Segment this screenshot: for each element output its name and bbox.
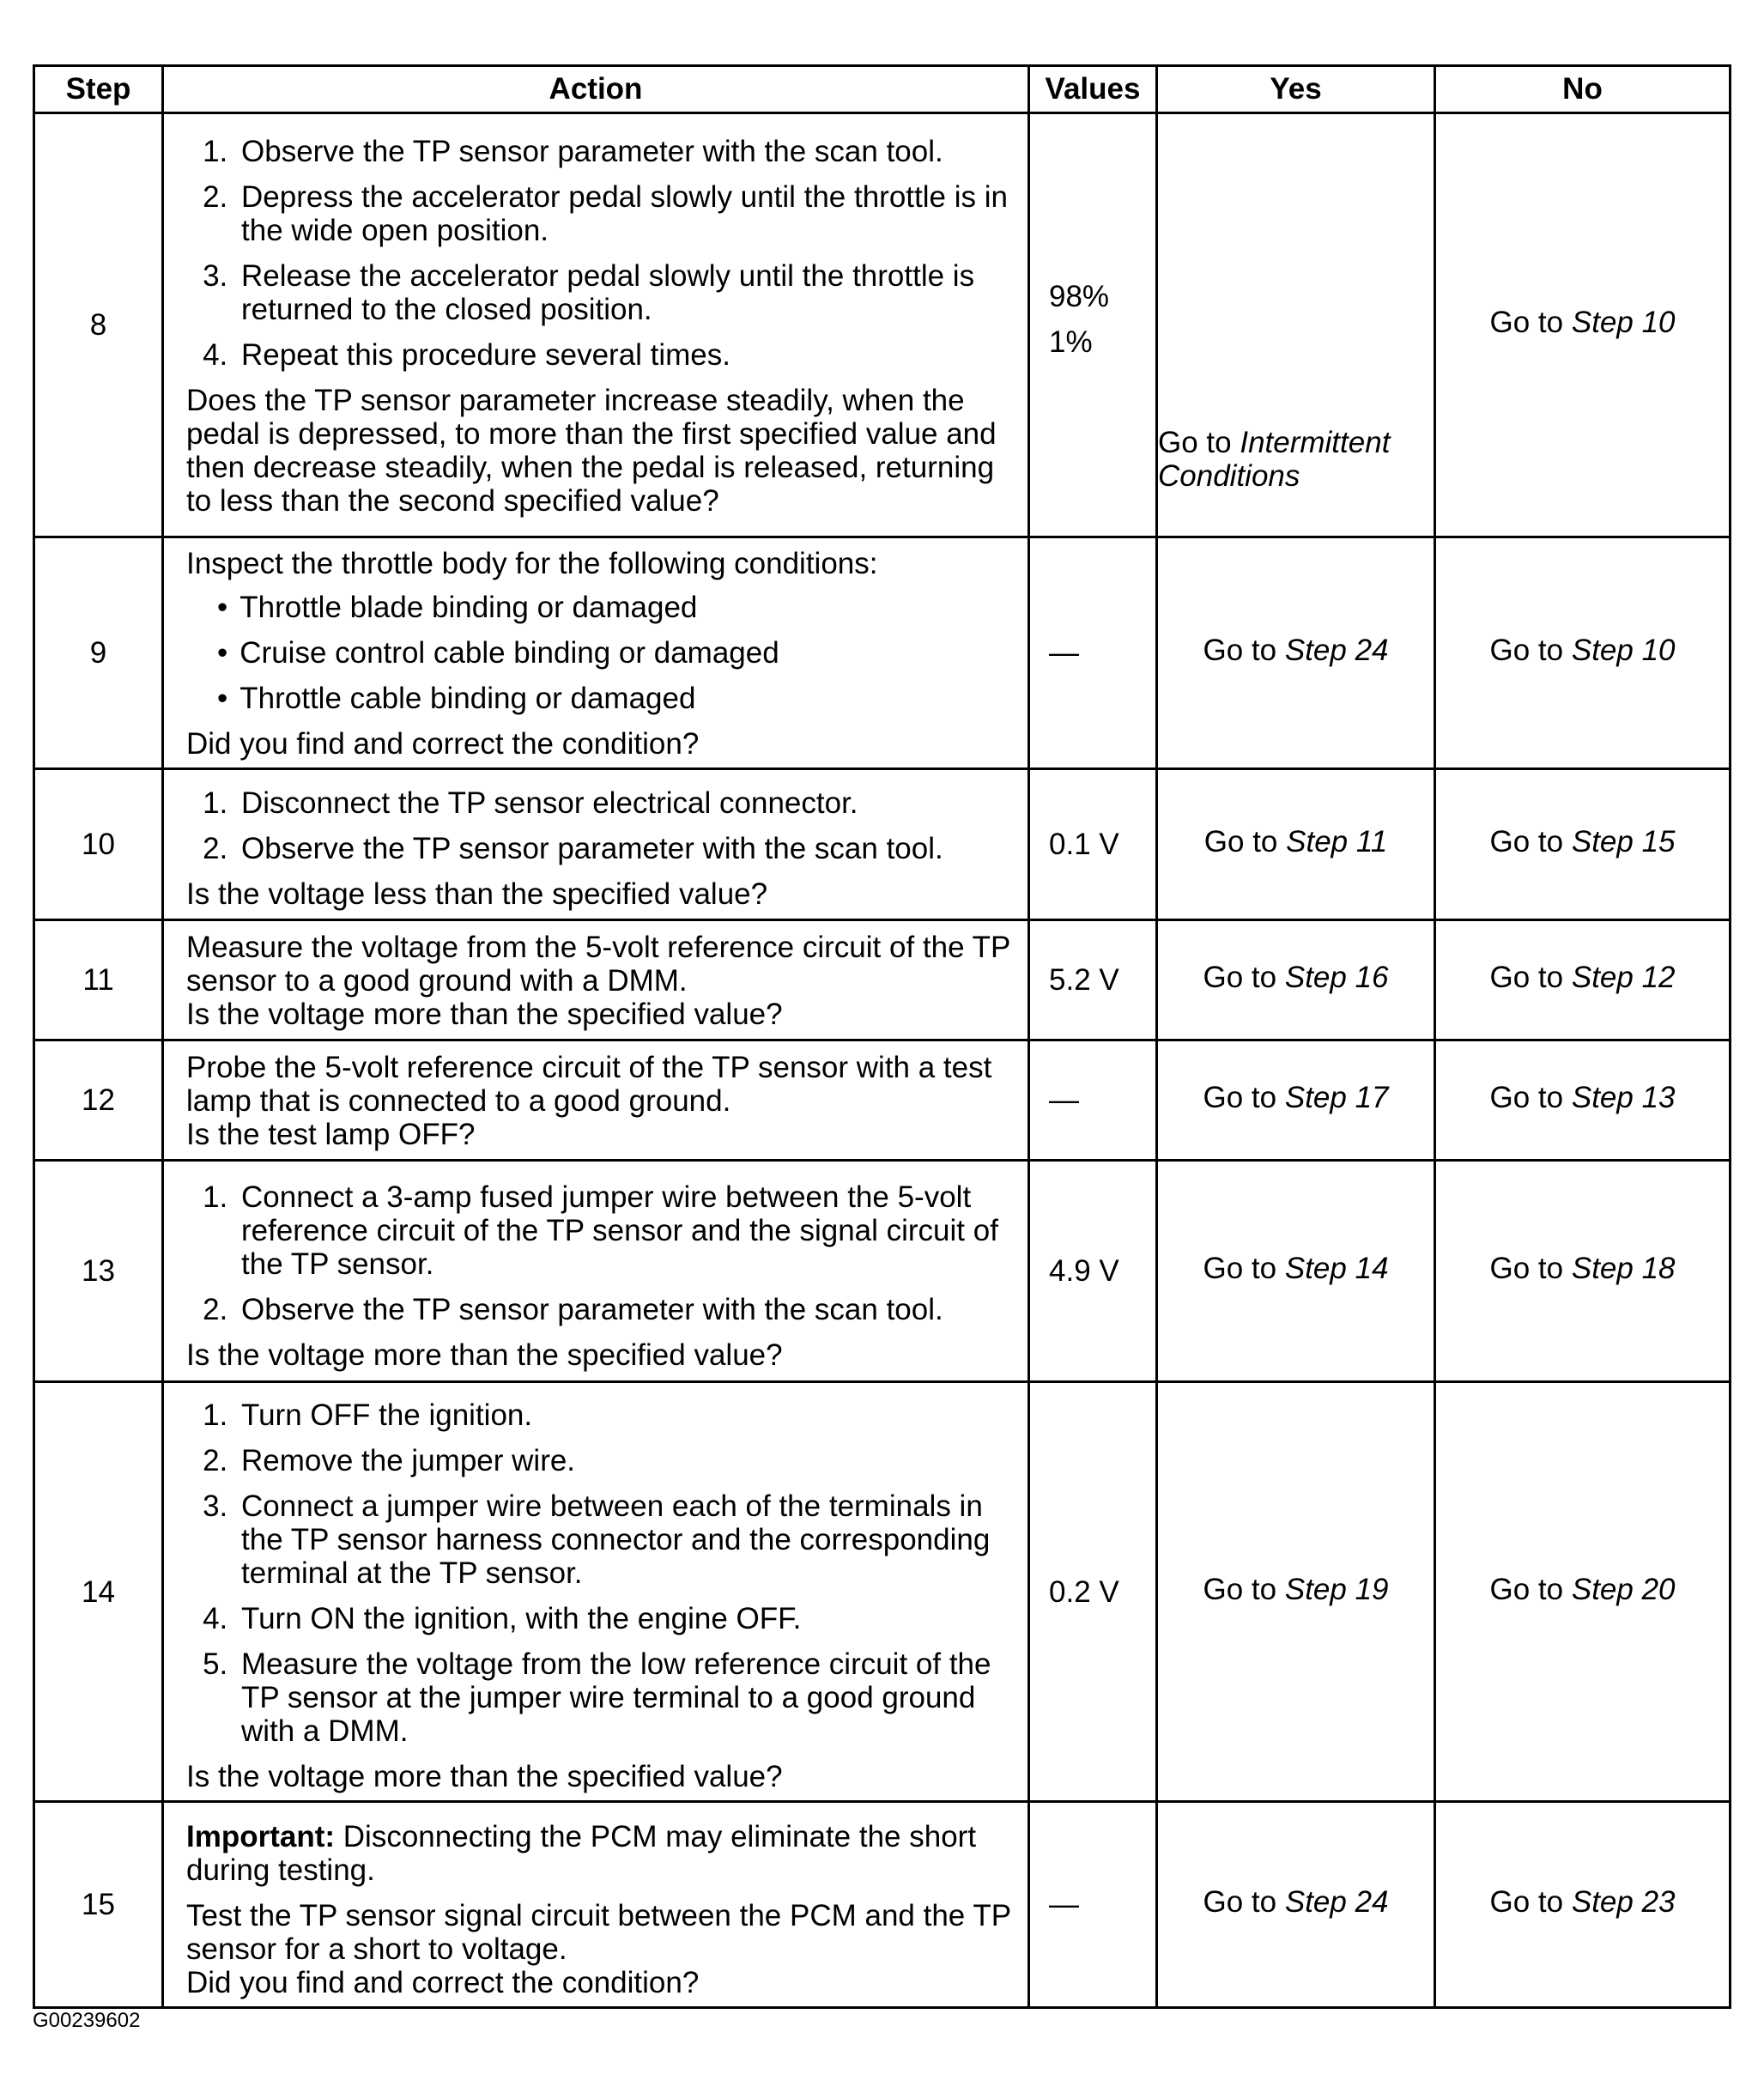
no-cell	[1435, 1040, 1731, 1161]
goto-target: Step 13	[1571, 1081, 1676, 1114]
action-item: 1. Turn OFF the ignition.	[236, 1398, 1015, 1432]
condition-list	[186, 591, 1015, 715]
goto-target: Step 18	[1571, 1252, 1676, 1285]
important-label: Important:	[186, 1820, 336, 1853]
no-cell	[1435, 920, 1731, 1040]
goto-target: Step 17	[1284, 1081, 1389, 1114]
step-number: 15	[34, 1802, 163, 2008]
action-item: 1. Observe the TP sensor parameter with the scan tool.	[236, 135, 1015, 168]
goto-prefix: Go to	[1203, 1081, 1277, 1114]
table-row	[34, 1382, 1731, 1802]
value: —	[1049, 1888, 1079, 1921]
action-question: Did you find and correct the condition?	[186, 727, 700, 761]
goto-prefix: Go to	[1203, 1572, 1277, 1606]
header-values: Values	[1029, 66, 1157, 113]
action-question: Is the test lamp OFF?	[186, 1118, 476, 1151]
table-row	[34, 1040, 1731, 1161]
action-item: 1. Connect a 3-amp fused jumper wire between the 5-volt reference circuit of the TP sensor and the signal circuit of the TP sensor.	[236, 1180, 1015, 1281]
action-item: 3. Connect a jumper wire between each of the terminals in the TP sensor harness connector and the corresponding terminal at the TP sensor.	[236, 1489, 1015, 1590]
action-item: 2. Observe the TP sensor parameter with the scan tool.	[236, 832, 1015, 865]
action-text: Measure the voltage from the 5-volt reference circuit of the TP sensor to a good ground with a DMM.	[186, 931, 1010, 998]
goto-prefix: Go to	[1203, 1252, 1277, 1285]
goto-target: Step 12	[1571, 961, 1676, 994]
step-number: 11	[34, 920, 163, 1040]
action-cell	[163, 1040, 1029, 1161]
values-cell	[1029, 113, 1157, 537]
no-cell	[1435, 1382, 1731, 1802]
important-note	[186, 1820, 1015, 1887]
step-number: 14	[34, 1382, 163, 1802]
action-steps	[186, 1398, 1015, 1748]
action-question: Is the voltage more than the specified value?	[186, 1760, 783, 1793]
action-cell	[163, 1382, 1029, 1802]
goto-target: Intermittent Conditions	[1158, 426, 1391, 493]
action-text: Probe the 5-volt reference circuit of the TP sensor with a test lamp that is connected to a good ground.	[186, 1051, 992, 1118]
values-cell	[1029, 920, 1157, 1040]
goto-target: Step 10	[1571, 634, 1676, 667]
goto-prefix: Go to	[1489, 1252, 1564, 1285]
figure-code: G00239602	[33, 2009, 141, 2032]
value: 4.9 V	[1049, 1254, 1119, 1288]
value: 1%	[1049, 325, 1093, 359]
goto-prefix: Go to	[1203, 961, 1277, 994]
action-item: 2. Observe the TP sensor parameter with the scan tool.	[236, 1293, 1015, 1326]
value: —	[1049, 1083, 1079, 1117]
action-question: Did you find and correct the condition?	[186, 1966, 700, 1999]
value: 0.1 V	[1049, 828, 1119, 861]
yes-cell	[1157, 769, 1435, 920]
goto-target: Step 11	[1286, 825, 1388, 858]
goto-target: Step 20	[1571, 1572, 1676, 1606]
step-number: 9	[34, 537, 163, 769]
goto-prefix: Go to	[1203, 634, 1277, 667]
header-action: Action	[163, 66, 1029, 113]
no-cell	[1435, 769, 1731, 920]
goto-prefix: Go to	[1203, 825, 1278, 858]
goto-target: Step 14	[1284, 1252, 1389, 1285]
table-row	[34, 113, 1731, 537]
value: —	[1049, 636, 1079, 670]
action-cell	[163, 769, 1029, 920]
action-question: Is the voltage more than the specified value?	[186, 1338, 783, 1372]
condition-item: • Throttle cable binding or damaged	[217, 682, 1015, 715]
yes-cell	[1157, 113, 1435, 537]
action-item: 2. Depress the accelerator pedal slowly until the throttle is in the wide open position.	[236, 180, 1015, 247]
goto-target: Step 10	[1571, 306, 1676, 339]
goto-prefix: Go to	[1203, 1885, 1277, 1919]
action-question: Is the voltage less than the specified value?	[186, 877, 768, 911]
action-cell	[163, 537, 1029, 769]
action-cell	[163, 1161, 1029, 1382]
step-number: 10	[34, 769, 163, 920]
goto-target: Step 19	[1284, 1572, 1389, 1606]
condition-item: • Throttle blade binding or damaged	[217, 591, 1015, 624]
action-steps	[186, 1180, 1015, 1326]
action-steps	[186, 786, 1015, 865]
goto-target: Step 24	[1284, 1885, 1389, 1919]
values-cell	[1029, 1802, 1157, 2008]
goto-prefix: Go to	[1489, 1081, 1564, 1114]
table-row	[34, 537, 1731, 769]
action-cell	[163, 1802, 1029, 2008]
goto-prefix: Go to	[1489, 634, 1564, 667]
values-cell	[1029, 537, 1157, 769]
goto-target: Step 15	[1571, 825, 1676, 858]
goto-prefix: Go to	[1489, 961, 1564, 994]
value: 0.2 V	[1049, 1574, 1119, 1609]
table-row	[34, 1161, 1731, 1382]
value: 98%	[1049, 279, 1110, 313]
action-steps	[186, 135, 1015, 372]
yes-cell	[1157, 1382, 1435, 1802]
important-text: Disconnecting the PCM may eliminate the short during testing.	[186, 1820, 977, 1887]
header-step: Step	[34, 66, 163, 113]
yes-cell	[1157, 1802, 1435, 2008]
action-item: 2. Remove the jumper wire.	[236, 1444, 1015, 1477]
no-cell	[1435, 113, 1731, 537]
step-number: 12	[34, 1040, 163, 1161]
goto-target: Step 24	[1284, 634, 1389, 667]
goto-prefix: Go to	[1489, 825, 1564, 858]
action-text: Test the TP sensor signal circuit between the PCM and the TP sensor for a short to voltage.	[186, 1899, 1011, 1966]
action-item: 1. Disconnect the TP sensor electrical connector.	[236, 786, 1015, 820]
yes-cell	[1157, 1161, 1435, 1382]
values-cell	[1029, 1382, 1157, 1802]
values-cell	[1029, 1040, 1157, 1161]
values-cell	[1029, 769, 1157, 920]
condition-item: • Cruise control cable binding or damaged	[217, 636, 1015, 670]
action-question: Does the TP sensor parameter increase steadily, when the pedal is depressed, to more than the first specified value and then decrease steadily, when the pedal is released, returning to less than the second specified value?	[186, 383, 997, 518]
header-no: No	[1435, 66, 1731, 113]
value: 5.2 V	[1049, 963, 1119, 997]
no-cell	[1435, 1802, 1731, 2008]
goto-target: Step 23	[1571, 1885, 1676, 1919]
table-row	[34, 920, 1731, 1040]
action-item: 4. Repeat this procedure several times.	[236, 338, 1015, 372]
table-row	[34, 769, 1731, 920]
action-item: 5. Measure the voltage from the low reference circuit of the TP sensor at the jumper wire terminal to a good ground with a DMM.	[236, 1647, 1015, 1748]
no-cell	[1435, 1161, 1731, 1382]
no-cell	[1435, 537, 1731, 769]
goto-prefix: Go to	[1489, 306, 1564, 339]
action-intro: Inspect the throttle body for the following conditions:	[186, 547, 878, 580]
step-number: 8	[34, 113, 163, 537]
values-cell	[1029, 1161, 1157, 1382]
header-row	[34, 66, 1731, 113]
goto-prefix: Go to	[1489, 1885, 1564, 1919]
yes-cell	[1157, 1040, 1435, 1161]
goto-prefix: Go to	[1489, 1572, 1564, 1606]
action-cell	[163, 920, 1029, 1040]
table-row	[34, 1802, 1731, 2008]
goto-target: Step 16	[1284, 961, 1389, 994]
goto-prefix: Go to	[1158, 426, 1232, 459]
diagnostic-table	[33, 64, 1731, 2009]
action-item: 3. Release the accelerator pedal slowly until the throttle is returned to the closed position.	[236, 259, 1015, 326]
yes-cell	[1157, 537, 1435, 769]
yes-cell	[1157, 920, 1435, 1040]
action-question: Is the voltage more than the specified value?	[186, 998, 783, 1031]
step-number: 13	[34, 1161, 163, 1382]
action-item: 4. Turn ON the ignition, with the engine OFF.	[236, 1602, 1015, 1635]
header-yes: Yes	[1157, 66, 1435, 113]
action-cell	[163, 113, 1029, 537]
